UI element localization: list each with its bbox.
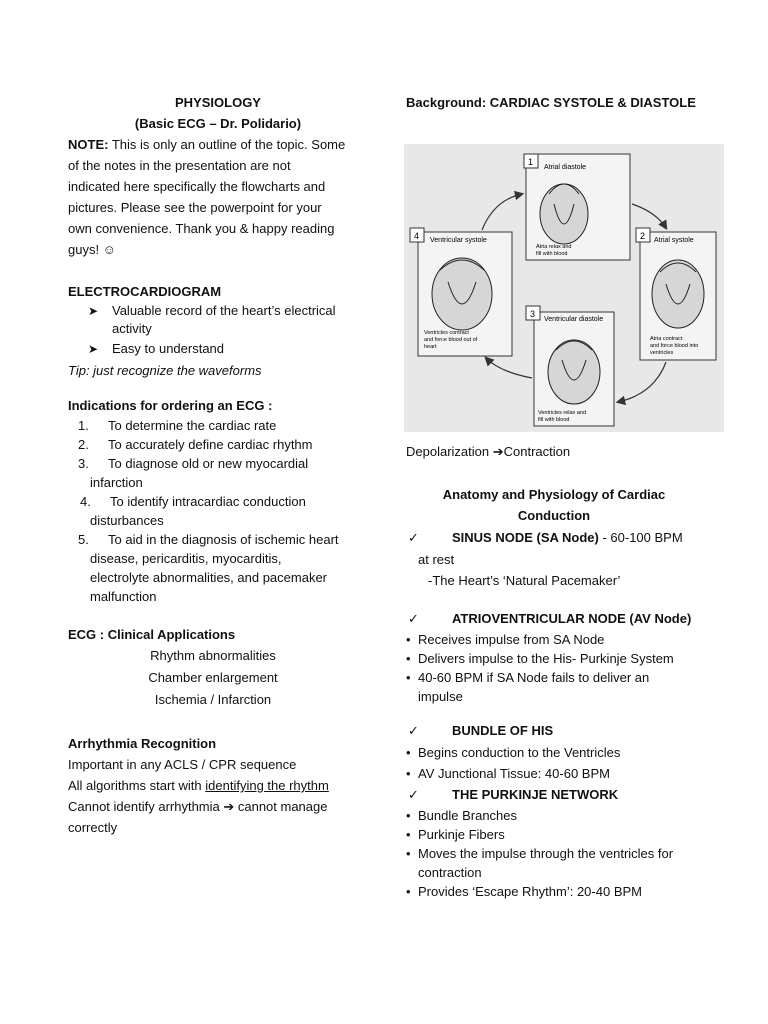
anatomy-heading: Anatomy and Physiology of Cardiac: [442, 487, 666, 502]
list-item: • Provides ‘Escape Rhythm’: 20-40 BPM: [406, 884, 642, 899]
list-item-continuation: infarction: [90, 475, 143, 490]
svg-text:4: 4: [414, 231, 420, 241]
svg-text:3: 3: [530, 309, 536, 319]
check-icon: ✓: [408, 611, 419, 626]
depolarization-text: Depolarization ➔Contraction: [406, 444, 571, 459]
cycle-arrow: [482, 194, 522, 230]
svg-text:and force blood out of: and force blood out of: [424, 337, 478, 343]
right-column-lower: [406, 441, 726, 901]
sinus-line: -The Heart’s ‘Natural Pacemaker’: [428, 573, 621, 588]
bullet-icon: •: [406, 632, 411, 647]
arrow-bullet-icon: ➤: [88, 304, 99, 318]
bullet-icon: •: [406, 846, 411, 861]
page-subtitle: (Basic ECG – Dr. Polidario): [134, 116, 302, 131]
svg-text:Atrial systole: Atrial systole: [654, 237, 694, 244]
arrhythmia-line: Important in any ACLS / CPR sequence: [68, 757, 297, 772]
list-item: ✓ ATRIOVENTRICULAR NODE (AV Node): [406, 608, 726, 630]
bullet-icon: •: [406, 670, 411, 685]
cycle-arrow: [486, 358, 532, 378]
list-item: ✓ SINUS NODE (SA Node) - 60-100 BPM: [406, 527, 726, 549]
svg-text:fill with blood: fill with blood: [538, 417, 570, 423]
svg-text:Atrial diastole: Atrial diastole: [544, 164, 587, 171]
svg-text:1: 1: [528, 157, 534, 167]
arrhythmia-line: Cannot identify arrhythmia ➔ cannot manage: [68, 799, 328, 814]
check-icon: ✓: [408, 530, 419, 545]
panel-atrial-systole: [636, 228, 716, 360]
arrhythmia-line: correctly: [68, 820, 118, 835]
cycle-arrow: [632, 204, 666, 228]
indications-heading: Indications for ordering an ECG :: [68, 398, 273, 413]
svg-text:Ventricles contract: Ventricles contract: [424, 330, 469, 336]
list-item: ➤ Valuable record of the heart’s electrical activity: [88, 303, 336, 336]
anatomy-heading: Conduction: [517, 508, 591, 523]
list-item: ➤ Easy to understand: [88, 341, 225, 356]
bullet-icon: •: [406, 745, 411, 760]
svg-text:fill with blood: fill with blood: [536, 251, 568, 257]
note-line: of the notes in the presentation are not: [68, 158, 291, 173]
list-item: 5. To aid in the diagnosis of ischemic heart: [78, 532, 339, 547]
svg-text:Ventricular diastole: Ventricular diastole: [544, 316, 604, 323]
background-heading: Background: CARDIAC SYSTOLE & DIASTOLE: [406, 95, 696, 110]
right-column: [406, 92, 726, 113]
left-column: [68, 92, 368, 838]
note-line: indicated here specifically the flowcharts and: [68, 179, 326, 194]
list-item: 1. To determine the cardiac rate: [78, 418, 277, 433]
list-item: • Begins conduction to the Ventricles: [406, 742, 726, 763]
clinical-item: Ischemia / Infarction: [154, 692, 272, 707]
list-item: ✓ THE PURKINJE NETWORK: [406, 784, 726, 806]
note-line: guys! ☺: [68, 242, 116, 257]
list-item: • Bundle Branches: [406, 808, 518, 823]
arrhythmia-heading: Arrhythmia Recognition: [68, 736, 217, 751]
note-paragraph: [68, 134, 368, 155]
note-line: This is only an outline of the topic. Some: [108, 137, 346, 152]
clinical-item: Rhythm abnormalities: [150, 648, 276, 663]
arrhythmia-line: All algorithms start with identifying the rhythm: [68, 778, 329, 793]
panel-ventricular-diastole: [526, 306, 614, 426]
list-item: ✓ BUNDLE OF HIS: [406, 720, 726, 742]
note-line: own convenience. Thank you & happy reading: [68, 221, 335, 236]
list-item-continuation: disturbances: [90, 513, 164, 528]
list-item: 4. To identify intracardiac conduction: [80, 494, 306, 509]
svg-text:Atria relax and: Atria relax and: [536, 244, 572, 250]
svg-text:Ventricular systole: Ventricular systole: [430, 237, 487, 244]
svg-text:heart: heart: [424, 344, 437, 350]
bullet-icon: •: [406, 651, 411, 666]
check-icon: ✓: [408, 787, 419, 802]
list-item: • Purkinje Fibers: [406, 827, 505, 842]
panel-atrial-diastole: [524, 154, 630, 260]
note-line: pictures. Please see the powerpoint for your: [68, 200, 322, 215]
ecg-heading: ELECTROCARDIOGRAM: [68, 284, 222, 299]
svg-text:ventricles: ventricles: [650, 350, 674, 356]
list-item: • 40-60 BPM if SA Node fails to deliver an impulse: [406, 670, 650, 704]
list-item: • AV Junctional Tissue: 40-60 BPM: [406, 763, 726, 784]
cycle-arrow: [618, 362, 666, 402]
cardiac-cycle-diagram: [404, 144, 724, 432]
list-item: 3. To diagnose old or new myocardial: [78, 456, 309, 471]
list-item: 2. To accurately define cardiac rhythm: [78, 437, 313, 452]
list-item-continuation: disease, pericarditis, myocarditis, electrolyte abnormalities, and pacemaker malfunction: [90, 551, 328, 604]
note-label: NOTE:: [68, 137, 109, 152]
cardiac-cycle-figure: [404, 144, 724, 432]
svg-text:Atria contract: Atria contract: [650, 336, 683, 342]
check-icon: ✓: [408, 723, 419, 738]
list-item: • Moves the impulse through the ventricles for contraction: [406, 846, 674, 880]
sinus-line: at rest: [418, 552, 455, 567]
bullet-icon: •: [406, 827, 411, 842]
clinical-item: Chamber enlargement: [148, 670, 278, 685]
svg-text:Ventricles relax and: Ventricles relax and: [538, 410, 586, 416]
list-item: • Receives impulse from SA Node: [406, 632, 605, 647]
svg-text:and force blood into: and force blood into: [650, 343, 699, 349]
bullet-icon: •: [406, 808, 411, 823]
tip-text: Tip: just recognize the waveforms: [68, 363, 262, 378]
list-item: • Delivers impulse to the His- Purkinje System: [406, 651, 674, 666]
bullet-icon: •: [406, 766, 411, 781]
svg-text:2: 2: [640, 231, 646, 241]
page-title: PHYSIOLOGY: [175, 95, 261, 110]
arrow-bullet-icon: ➤: [88, 342, 99, 356]
bullet-icon: •: [406, 884, 411, 899]
clinical-heading: ECG : Clinical Applications: [68, 627, 236, 642]
panel-ventricular-systole: [410, 228, 512, 356]
